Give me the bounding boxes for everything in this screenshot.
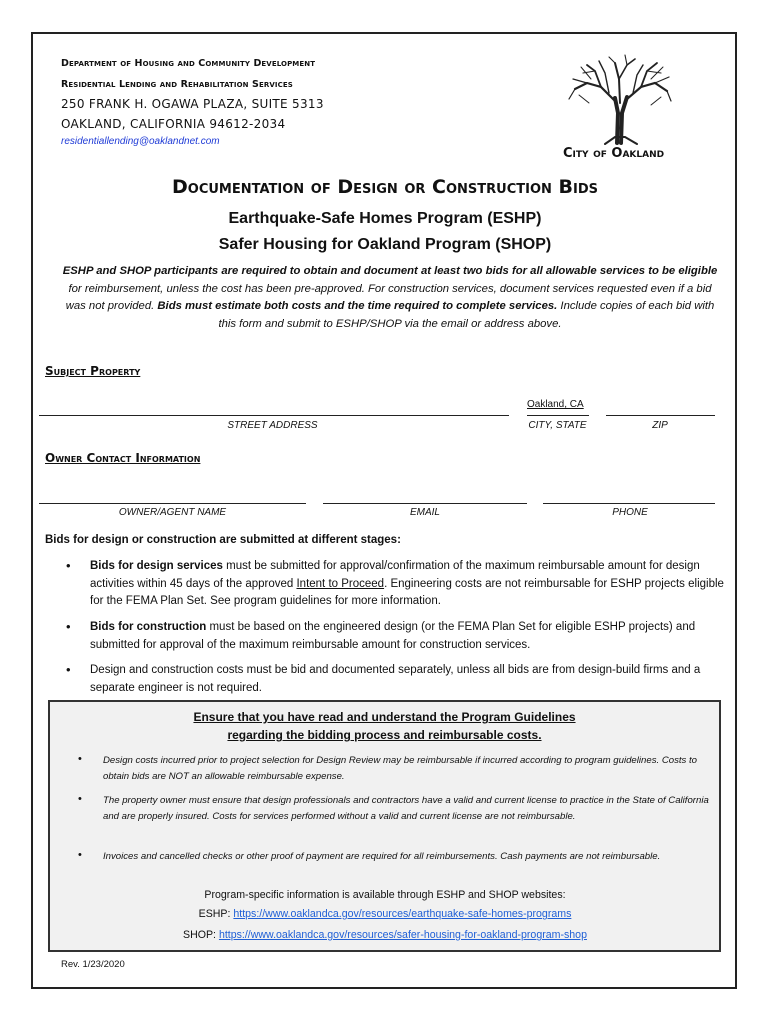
document-title: Documentation of Design or Construction Bids [172, 176, 598, 198]
contact-email[interactable]: residentiallending@oaklandnet.com [61, 136, 220, 147]
program-subtitle-shop: Safer Housing for Oakland Program (SHOP) [218, 236, 552, 253]
owner-name-field[interactable] [39, 503, 306, 504]
street-address-line: 250 FRANK H. OGAWA PLAZA, SUITE 5313 [61, 97, 324, 111]
bullet-icon: • [78, 793, 82, 805]
notice-heading-1: Ensure that you have read and understand the Program Guidelines [193, 710, 576, 724]
intro-eligible: eligible [678, 265, 718, 277]
division-name: Residential Lending and Rehabilitation Services [61, 79, 293, 90]
phone-label: PHONE [612, 507, 648, 518]
bid-design-tail: . Engineering costs are not reimbursable for ESHP projects eligible for the FEMA Plan Set. See program guidelines for more information. [90, 577, 724, 608]
notice-item: Invoices and cancelled checks or other proof of payment are required for all reimbursements. Cash payments are not reimbursable. [103, 851, 661, 862]
bids-heading: Bids for design or construction are submitted at different stages: [45, 534, 401, 546]
bullet-icon: • [66, 558, 71, 573]
eshp-website-link[interactable]: https://www.oaklandca.gov/resources/earthquake-safe-homes-programs [233, 908, 572, 920]
bid-item-construction [90, 619, 730, 654]
bid-construction-label: Bids for construction [90, 621, 207, 633]
eshp-website-line [0, 908, 770, 920]
city-of-oakland-logo-text: City of Oakland [563, 146, 665, 161]
intro-text-1: ESHP and SHOP participants are required to obtain and document at least two bids for all allowable services to be [62, 265, 679, 277]
intro-text-3: Include copies of each bid with this form and submit to ESHP/SHOP via the email or address above. [218, 300, 715, 330]
owner-contact-heading: Owner Contact Information [45, 451, 201, 465]
shop-website-link[interactable]: https://www.oaklandca.gov/resources/safer-housing-for-oakland-program-shop [218, 929, 587, 941]
websites-intro: Program-specific information is available through ESHP and SHOP websites: [204, 889, 566, 901]
notice-item: The property owner must ensure that design professionals and contractors have a valid and current license to practice in the State of California and are properly insured. Costs for services performed without a valid and current license are not reimbursable. [103, 795, 709, 822]
bullet-icon: • [66, 662, 71, 677]
bid-design-label: Bids for design services [90, 560, 223, 572]
city-state-value: Oakland, CA [527, 399, 584, 410]
bullet-icon: • [78, 753, 82, 765]
notice-item: Design costs incurred prior to project selection for Design Review may be reimbursable if incurred according to program guidelines. Costs to obtain bids are NOT an allowable reimbursable expense. [103, 755, 698, 782]
eshp-label: ESHP: [198, 908, 234, 920]
notice-heading-2: regarding the bidding process and reimbursable costs. [227, 728, 542, 742]
intent-to-proceed-link[interactable]: Intent to Proceed [296, 577, 385, 590]
city-state-field[interactable] [527, 415, 589, 416]
street-address-label: STREET ADDRESS [227, 420, 318, 431]
city-address-line: OAKLAND, CALIFORNIA 94612-2034 [61, 117, 286, 131]
bid-design-text: must be submitted for approval/confirmation of the maximum reimbursable amount for design activities within 45 days of the approved [90, 560, 700, 590]
owner-name-label: OWNER/AGENT NAME [118, 507, 227, 518]
oak-tree-logo [565, 53, 675, 145]
bid-construction-text: must be based on the engineered design (or the FEMA Plan Set for eligible ESHP projects) and submitted for approval of the maximum reimbursable amount for construction services. [90, 621, 696, 651]
email-field[interactable] [323, 503, 527, 504]
subject-property-heading: Subject Property [45, 364, 141, 378]
intro-paragraph [60, 263, 720, 333]
intro-text-2: for reimbursement, unless the cost has been pre-approved. For construction services, document services requested even if a bid was not provided. [65, 282, 712, 312]
zip-field[interactable] [606, 415, 715, 416]
city-state-label: CITY, STATE [528, 420, 587, 431]
shop-website-line [0, 929, 770, 941]
bullet-icon: • [66, 619, 71, 634]
intro-bold-2: Bids must estimate both costs and the time required to complete services. [157, 300, 558, 312]
bid-item-separate: Design and construction costs must be bid and documented separately, unless all bids are from design-build firms and a separate engineer is not required. [90, 664, 701, 694]
revision-date: Rev. 1/23/2020 [61, 959, 125, 970]
bid-item-design [90, 558, 730, 611]
shop-label: SHOP: [183, 929, 219, 941]
zip-label: ZIP [652, 420, 668, 431]
street-address-field[interactable] [39, 415, 509, 416]
program-subtitle-eshp: Earthquake-Safe Homes Program (ESHP) [228, 210, 542, 227]
bullet-icon: • [78, 849, 82, 861]
phone-field[interactable] [543, 503, 715, 504]
department-name: Department of Housing and Community Development [61, 58, 316, 69]
email-label: EMAIL [409, 507, 440, 518]
